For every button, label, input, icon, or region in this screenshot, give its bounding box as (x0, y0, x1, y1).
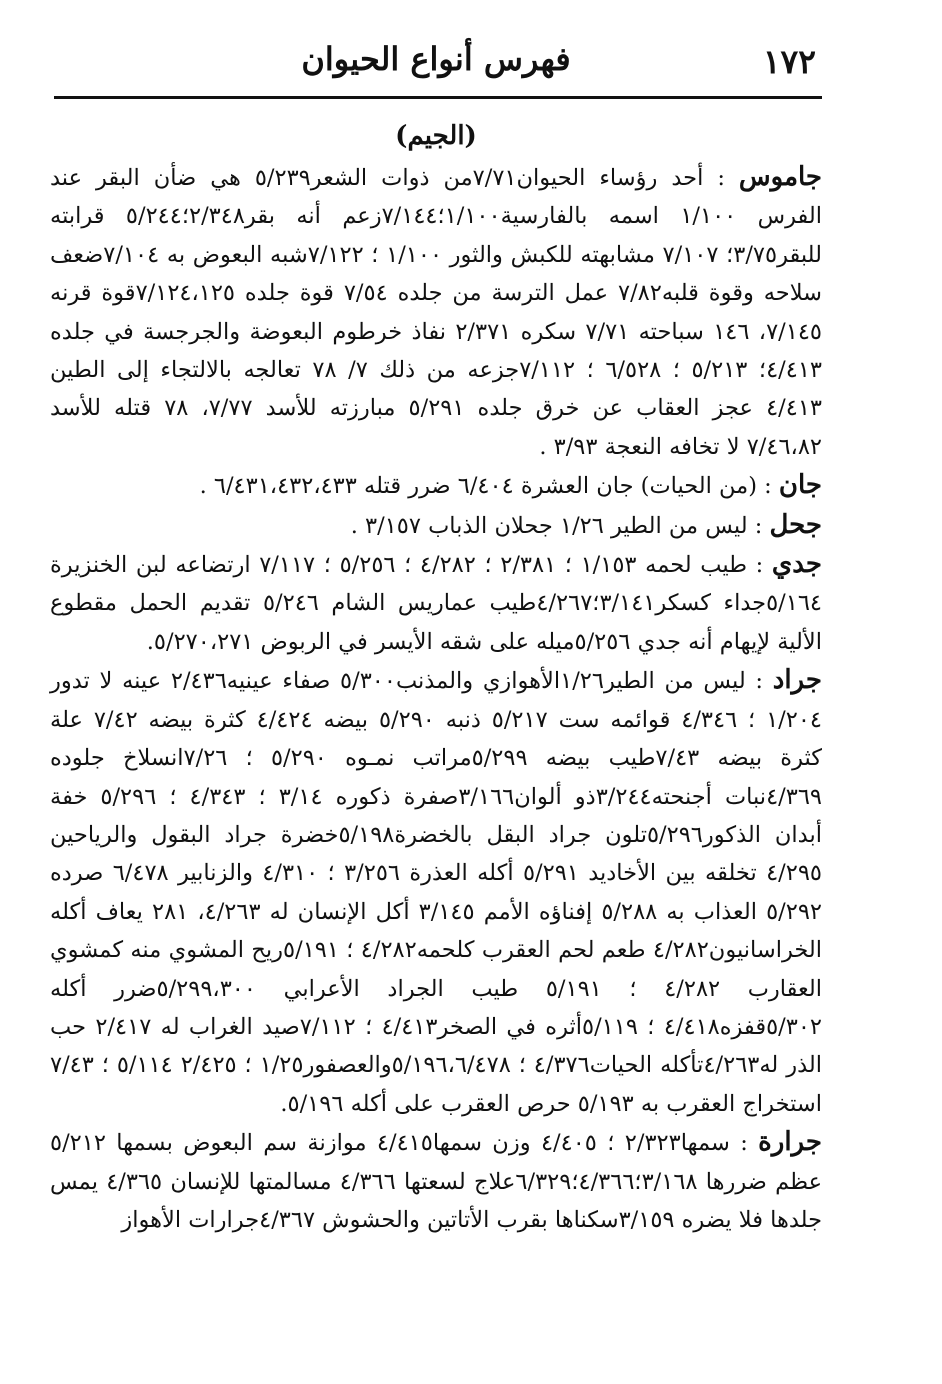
entry-text: سمها٢/٣٢٣ ؛ ٤/٤٠٥ وزن سمها٤/٤١٥ موازنة سم البعوض بسمها ٥/٢١٢ عظم ضررها ٣/١٦٨؛٤/٣٦٦؛٦/٣٢٩علاج لسعتها ٤/٣٦٦ مسالمتها للإنسان ٤/٣٦٥ يمس جلدها فلا يضره ٣/١٥٩سكناها بقرب الأتاتين والحشوش ٤/٣٦٧جرارات الأهواز (50, 1130, 822, 1233)
index-entry-jarad (50, 661, 822, 1123)
header-rule (54, 96, 822, 99)
entry-separator: : (703, 165, 739, 191)
page-title: فهرس أنواع الحيوان (301, 40, 571, 78)
index-entry-juhal (50, 506, 822, 545)
index-entries (50, 158, 822, 1239)
entry-separator: : (747, 552, 772, 579)
index-entry-jann (50, 466, 822, 505)
entry-headword: جراد (772, 665, 822, 696)
index-entry-jamus (50, 158, 822, 466)
entry-headword: جحل (769, 509, 822, 540)
entry-headword: جاموس (738, 162, 822, 192)
index-entry-jady (50, 545, 822, 661)
entry-separator: : (747, 512, 770, 539)
entry-headword: جان (778, 470, 822, 501)
entry-text: ليس من الطير ١/٢٦ جحلان الذباب ٣/١٥٧ . (350, 512, 748, 539)
entry-separator: : (745, 668, 773, 695)
page-number: ١٧٢ (762, 42, 816, 81)
entry-separator: : (757, 473, 779, 500)
entry-headword: جرارة (758, 1127, 822, 1158)
entry-text: ليس من الطير١/٢٦الأهوازي والمذنب٥/٣٠٠ صفاء عينيه٢/٤٣٦ عينه لا تدور ١/٢٠٤ ؛ ٤/٣٤٦ قوائمه ست ٥/٢١٧ ذنبه ٥/٢٩٠ بيضه ٤/٤٢٤ كثرة بيضه ٧/٤٢ علة كثرة بيضه ٧/٤٣طيب بيضه ٥/٢٩٩مراتب نمـوه ٥/٢٩٠ ؛ ٧/٢٦انسلاخ جلوده ٤/٣٦٩نبات أجنحته٣/٢٤٤ذو ألوان٣/١٦٦صفرة ذكوره ٣/١٤ ؛ ٤/٣٤٣ ؛ ٥/٢٩٦ خفة أبدان الذكور٥/٢٩٦تلون جراد البقل بالخضرة٥/١٩٨خضرة جراد البقول والرياحين ٤/٢٩٥ تخلقه بين الأخاديد ٥/٢٩١ أكله العذرة ٣/٢٥٦ ؛ ٤/٣١٠ والزنابير ٦/٤٧٨ صرده ٥/٢٩٢ العذاب به ٥/٢٨٨ إفناؤه الأمم ٣/١٤٥ أكل الإنسان له ٤/٢٦٣، ٢٨١ يعاف أكله الخراسانيون٤/٢٨٢ طعم لحم العقرب كلحمه٤/٢٨٢ ؛ ٥/١٩١ريح المشوي منه كمشوي العقارب ٤/٢٨٢ ؛ ٥/١٩١ طيب الجراد الأعرابي ٥/٢٩٩،٣٠٠ضرر أكله ٥/٣٠٢قفزه٤/٤١٨ ؛ ٥/١١٩أثره في الصخر٤/٤١٣ ؛ ٧/١١٢صيد الغراب له ٢/٤١٧ حب الذر له٤/٢٦٣تأكله الحيات٤/٣٧٦ ؛ ٥/١٩٦،٦/٤٧٨والعصفور١/٢٥ ؛ ٢/٤٢٥ ٥/١١٤ ؛ ٧/٤٣ استخراج العقرب به ٥/١٩٣ حرص العقرب على أكله ٥/١٩٦. (50, 668, 823, 1117)
section-heading: (الجيم) (395, 121, 477, 151)
entry-separator: : (729, 1130, 759, 1157)
index-entry-jarrara (50, 1123, 822, 1239)
entry-text: (من الحيات) جان العشرة ٦/٤٠٤ ضرر قتله ٦/٤٣١،٤٣٢،٤٣٣ . (199, 473, 758, 500)
entry-text: أحد رؤساء الحيوان٧/٧١من ذوات الشعر٥/٢٣٩ هي ضأن البقر عند الفرس ١/١٠٠ اسمه بالفارسية١/١٠٠؛٧/١٤٤زعم أنه بقر٢/٣٤٨؛٥/٢٤٤ قرابته للبقر٣/٧٥؛ ٧/١٠٧ مشابهته للكبش والثور ١/١٠٠ ؛ ٧/١٢٢شبه البعوض به ٧/١٠٤ضعف سلاحه وقوة قلبه٧/٨٢ عمل الترسة من جلده ٧/٥٤ قوة جلده ٧/١٢٤،١٢٥قوة قرنه ٧/١٤٥، ١٤٦ سباحته ٧/٧١ سكره ٢/٣٧١ نفاذ خرطوم البعوضة والجرجسة في جلده ٤/٤١٣؛ ٥/٢١٣ ؛ ٦/٥٢٨ ؛ ٧/١١٢جزعه من ذلك ٧/ ٧٨ تعالجه بالالتجاء إلى الطين ٤/٤١٣ عجز العقاب عن خرق جلده ٥/٢٩١ مبارزته للأسد ٧/٧٧، ٧٨ قتله للأسد ٧/٤٦،٨٢ لا تخافه النعجة ٣/٩٣ . (50, 165, 822, 460)
book-page (50, 32, 822, 1352)
entry-text: طيب لحمه ١/١٥٣ ؛ ٢/٣٨١ ؛ ٤/٢٨٢ ؛ ٥/٢٥٦ ؛ ٧/١١٧ ارتضاعه لبن الخنزيرة ٥/١٦٤جداء كسكر٣/١٤١؛٤/٢٦٧طيب عماريس الشام ٥/٢٤٦ تقديم الحمل مقطوع الألية لإيهام أنه جدي ٥/٢٥٦ميله على شقه الأيسر في الربوض ٥/٢٧٠،٢٧١. (50, 552, 822, 655)
page-header (50, 32, 822, 94)
entry-headword: جدي (771, 549, 822, 580)
